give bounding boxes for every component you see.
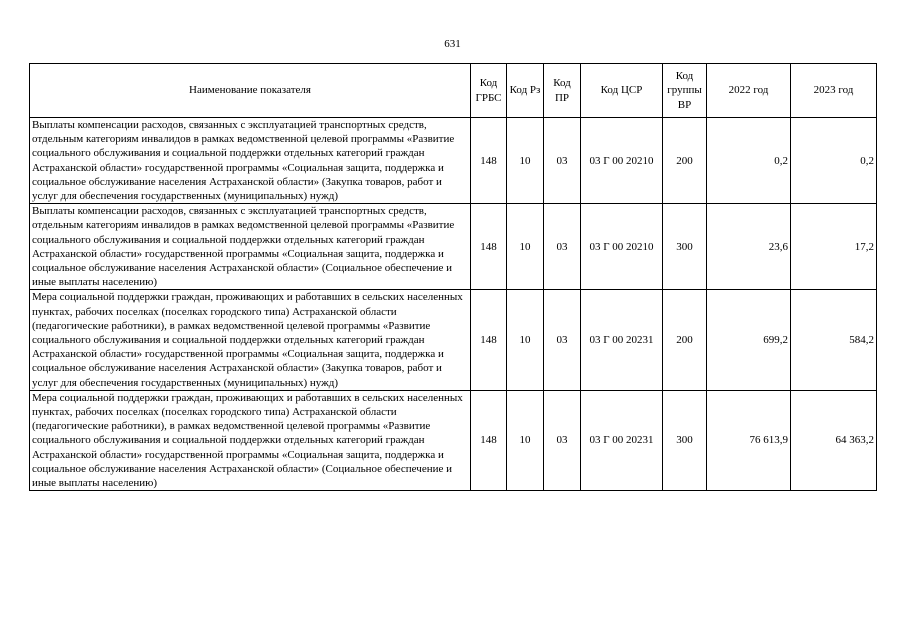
table-row xyxy=(30,290,877,390)
row-csr: 03 Г 00 20210 xyxy=(581,204,663,290)
header-pr: Код ПР xyxy=(544,64,581,118)
header-csr: Код ЦСР xyxy=(581,64,663,118)
row-vr: 200 xyxy=(663,290,707,390)
row-grbs: 148 xyxy=(471,290,507,390)
row-grbs: 148 xyxy=(471,390,507,490)
row-year-2023: 64 363,2 xyxy=(791,390,877,490)
row-rz: 10 xyxy=(507,118,544,204)
row-grbs: 148 xyxy=(471,204,507,290)
row-rz: 10 xyxy=(507,390,544,490)
row-grbs: 148 xyxy=(471,118,507,204)
row-vr: 300 xyxy=(663,204,707,290)
row-pr: 03 xyxy=(544,290,581,390)
header-grbs: Код ГРБС xyxy=(471,64,507,118)
row-pr: 03 xyxy=(544,390,581,490)
row-name: Выплаты компенсации расходов, связанных с эксплуатацией транспортных средств, отдельным категориям инвалидов в рамках ведомственной целевой программы «Развитие социального обслуживания и социальной поддержки отдельных категорий граждан Астраханской области» государственной программы «Социальная защита, поддержка и социальное обслуживание населения Астраханской области» (Социальное обеспечение и иные выплаты населению) xyxy=(30,204,471,290)
row-name: Мера социальной поддержки граждан, проживающих и работавших в сельских населенных пунктах, рабочих поселках (поселках городского типа) Астраханской области (педагогические работники), в рамках ведомственной целевой программы «Развитие социального обслуживания и социальной поддержки отдельных категорий граждан Астраханской области» государственной программы «Социальная защита, поддержка и социальное обслуживание населения Астраханской области» (Социальное обеспечение и иные выплаты населению) xyxy=(30,390,471,490)
row-year-2023: 584,2 xyxy=(791,290,877,390)
table-header-row xyxy=(30,64,877,118)
header-year-2022: 2022 год xyxy=(707,64,791,118)
budget-table xyxy=(29,63,877,491)
row-year-2022: 699,2 xyxy=(707,290,791,390)
row-vr: 300 xyxy=(663,390,707,490)
row-vr: 200 xyxy=(663,118,707,204)
row-csr: 03 Г 00 20231 xyxy=(581,290,663,390)
row-rz: 10 xyxy=(507,204,544,290)
header-rz: Код Рз xyxy=(507,64,544,118)
row-name: Мера социальной поддержки граждан, проживающих и работавших в сельских населенных пунктах, рабочих поселках (поселках городского типа) Астраханской области (педагогические работники), в рамках ведомственной целевой программы «Развитие социального обслуживания и социальной поддержки отдельных категорий граждан Астраханской области» государственной программы «Социальная защита, поддержка и социальное обслуживание населения Астраханской области» (Закупка товаров, работ и услуг для обеспечения государственных (муниципальных) нужд) xyxy=(30,290,471,390)
page-number: 631 xyxy=(444,38,461,50)
row-year-2022: 23,6 xyxy=(707,204,791,290)
table-row xyxy=(30,118,877,204)
row-csr: 03 Г 00 20210 xyxy=(581,118,663,204)
row-year-2022: 0,2 xyxy=(707,118,791,204)
table-row xyxy=(30,204,877,290)
header-name: Наименование показателя xyxy=(30,64,471,118)
row-year-2022: 76 613,9 xyxy=(707,390,791,490)
header-year-2023: 2023 год xyxy=(791,64,877,118)
row-year-2023: 17,2 xyxy=(791,204,877,290)
header-vr: Код группы ВР xyxy=(663,64,707,118)
row-year-2023: 0,2 xyxy=(791,118,877,204)
row-name: Выплаты компенсации расходов, связанных с эксплуатацией транспортных средств, отдельным категориям инвалидов в рамках ведомственной целевой программы «Развитие социального обслуживания и социальной поддержки отдельных категорий граждан Астраханской области» государственной программы «Социальная защита, поддержка и социальное обслуживание населения Астраханской области» (Закупка товаров, работ и услуг для обеспечения государственных (муниципальных) нужд) xyxy=(30,118,471,204)
row-pr: 03 xyxy=(544,204,581,290)
row-rz: 10 xyxy=(507,290,544,390)
table-row xyxy=(30,390,877,490)
row-csr: 03 Г 00 20231 xyxy=(581,390,663,490)
row-pr: 03 xyxy=(544,118,581,204)
